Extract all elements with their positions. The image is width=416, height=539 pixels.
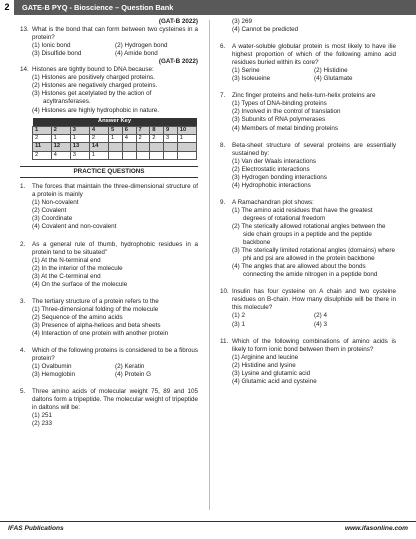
answer-key-question-number: 8 <box>150 126 164 134</box>
question-text: Zinc finger proteins and helix-turn-helix proteins are <box>232 92 376 100</box>
answer-key-answer: 4 <box>122 134 136 142</box>
page-header <box>0 0 416 15</box>
option: (3) Hemoglobin <box>32 371 76 379</box>
answer-key-row <box>33 134 197 142</box>
answer-key-question-number: 13 <box>70 143 89 151</box>
answer-key-answer: 1 <box>70 134 89 142</box>
practice-question-8 <box>220 142 396 190</box>
option: (3) Subunits of RNA polymerases <box>232 116 326 124</box>
option-row <box>32 363 198 371</box>
option: (2) Involved in the control of translation <box>232 108 341 116</box>
option: (1) 251 <box>32 412 52 420</box>
answer-key-row <box>33 151 197 159</box>
option: (2) Sequence of the amino acids <box>32 313 123 321</box>
answer-key-answer: 2 <box>89 134 108 142</box>
option: (4) Hydrophobic interactions <box>232 181 311 189</box>
question-number: 3. <box>20 297 26 305</box>
question-number: 13. <box>20 26 29 34</box>
page-footer <box>0 521 416 539</box>
question-number: 10. <box>220 288 229 296</box>
answer-key-question-number <box>150 143 164 151</box>
question-text: Insulin has four cysteine on A chain and two cysteine residues on B-chain. How many disulphide will be there in this molecule? <box>232 288 396 312</box>
practice-question-7 <box>220 92 396 132</box>
practice-questions-heading: PRACTICE QUESTIONS <box>20 166 198 178</box>
answer-key-question-number: 1 <box>33 126 52 134</box>
footer-website: www.ifasonline.com <box>344 525 408 532</box>
question-text: A water-soluble globular protein is most likely to have ilie highest proportion of which of the following amino acid residues buried within its core? <box>232 43 396 67</box>
question-14 <box>20 66 198 114</box>
option: (2) The sterically allowed rotational angles between the side chain groups in a peptide and the peptide backbone <box>232 222 386 247</box>
option: (2) 233 <box>32 420 52 428</box>
option: (4) Protein G <box>115 371 152 379</box>
page-number: 2 <box>0 0 14 15</box>
answer-key-question-number: 10 <box>177 126 196 134</box>
answer-key-answer: 1 <box>177 134 196 142</box>
option: (4) The angles that are allowed about the bonds connecting the amide nitrogen in a peptide bond <box>232 263 378 279</box>
question-text: A Ramachandran plot shows: <box>232 198 314 206</box>
answer-key-answer <box>150 151 164 159</box>
option: (1) Van der Waals interactions <box>232 157 316 165</box>
option: (1) Types of DNA-binding proteins <box>232 100 327 108</box>
option: (1) Three-dimensional folding of the molecule <box>32 305 159 313</box>
option: (1) 2 <box>232 312 245 320</box>
question-number: 2. <box>20 240 26 248</box>
option: (4) Glutamate <box>314 75 353 83</box>
option: (2) Covalent <box>32 207 67 215</box>
answer-key-answer: 2 <box>136 134 150 142</box>
question-13 <box>20 26 198 58</box>
question-text: The tertiary structure of a protein refers to the <box>32 297 159 305</box>
question-number: 11. <box>220 337 229 345</box>
question-number: 9. <box>220 198 226 206</box>
option: (3) Isoleueine <box>232 75 271 83</box>
option: (2) Hydrogen bond <box>115 42 168 50</box>
answer-key-answer: 4 <box>51 151 70 159</box>
answer-key-question-number: 3 <box>70 126 89 134</box>
column-divider <box>209 20 210 510</box>
answer-key-question-number: 11 <box>33 143 52 151</box>
option: (1) Non-covalent <box>32 199 79 207</box>
option-row <box>32 42 198 50</box>
answer-key-question-number <box>109 143 123 151</box>
option: (2) In the interior of the molecule <box>32 264 123 272</box>
practice-question-2 <box>20 241 198 289</box>
option: (4) Histones are highly hydrophobic in nature. <box>32 106 160 114</box>
answer-key-answer: 3 <box>70 151 89 159</box>
answer-key-table <box>32 118 197 161</box>
answer-key-question-number: 4 <box>89 126 108 134</box>
answer-key-question-number <box>136 143 150 151</box>
option: (2) Keratin <box>115 363 145 371</box>
practice-question-9 <box>220 199 396 279</box>
question-text: Histones are tightly bound to DNA because: <box>32 66 154 74</box>
question-text: Beta-sheet structure of several proteins are essentially sustained by: <box>232 141 396 157</box>
option: (4) Cannot be predicted <box>232 26 299 34</box>
option-row <box>232 312 396 320</box>
practice-question-3 <box>20 298 198 338</box>
answer-key-row <box>33 126 197 134</box>
option: (2) Electrostatic interactions <box>232 165 310 173</box>
question-number: 5. <box>20 388 26 396</box>
practice-question-6 <box>220 43 396 83</box>
answer-key-answer: 2 <box>150 134 164 142</box>
option: (4) 3 <box>314 320 327 328</box>
practice-question-10 <box>220 288 396 328</box>
answer-key-answer <box>177 151 196 159</box>
answer-key-answer: 2 <box>33 151 52 159</box>
answer-key-title: Answer Key <box>33 118 197 127</box>
answer-key-answer <box>109 151 123 159</box>
answer-key-answer: 1 <box>51 134 70 142</box>
right-column <box>220 18 396 386</box>
answer-key-question-number <box>122 143 136 151</box>
option: (1) Serine <box>232 67 260 75</box>
question-number: 4. <box>20 347 26 355</box>
practice-question-4 <box>20 347 198 379</box>
option-row <box>32 50 198 58</box>
option: (3) At the C-terminal end <box>32 272 101 280</box>
answer-key-question-number: 5 <box>109 126 123 134</box>
exam-tag: (GAT-B 2022) <box>158 18 198 25</box>
answer-key-answer: 1 <box>89 151 108 159</box>
option: (3) 1 <box>232 320 245 328</box>
option: (1) Arginine and leucine <box>232 353 299 361</box>
option: (1) Ionic bond <box>32 42 71 50</box>
footer-publisher: IFAS Publications <box>8 525 64 532</box>
answer-key-question-number: 6 <box>122 126 136 134</box>
option: (3) Coordinate <box>32 215 73 223</box>
question-text: As a general rule of thumb, hydrophobic residues in a protein tend to be situated” <box>32 240 198 256</box>
option: (1) The amino acid residues that have the greatest degrees of rotational freedom <box>232 206 373 222</box>
option: (1) Ovalbumin <box>32 363 72 371</box>
option: (2) Histidine <box>314 67 348 75</box>
option: (3) The sterically limited rotational angles (domains) where phi and psi are allowed in the protein backbone <box>232 247 395 263</box>
question-text: Which of the following proteins is considered to be a fibrous protein? <box>32 347 198 363</box>
header-title: GATE-B PYQ - Bioscience – Question Bank <box>22 3 174 12</box>
practice-question-5-continued <box>220 18 396 34</box>
answer-key-question-number: 2 <box>51 126 70 134</box>
option-row <box>232 321 396 329</box>
option: (3) Hydrogen bonding interactions <box>232 173 327 181</box>
question-text: What is the bond that can form between two cysteines in a protein? <box>32 26 198 42</box>
question-number: 6. <box>220 43 226 51</box>
option: (4) Glutamic acid and cysteine <box>232 377 317 385</box>
option: (4) Members of metal binding proteins <box>232 124 339 132</box>
option: (3) Lysine and glutamic acid <box>232 369 311 377</box>
answer-key-answer: 2 <box>33 134 52 142</box>
answer-key-question-number <box>177 143 196 151</box>
answer-key-answer <box>136 151 150 159</box>
question-text: The forces that maintain the three-dimensional structure of a protein is mainly <box>32 183 198 199</box>
practice-question-11 <box>220 338 396 386</box>
practice-question-5 <box>20 388 198 428</box>
answer-key-answer <box>122 151 136 159</box>
answer-key-question-number: 7 <box>136 126 150 134</box>
option: (3) Presence of alpha-helices and beta sheets <box>32 321 161 329</box>
option-row <box>232 67 396 75</box>
option: (4) On the surface of the molecule <box>32 280 128 288</box>
answer-key-question-number <box>164 143 178 151</box>
option: (2) Histidine and lysine <box>232 361 296 369</box>
option: (1) At the N-terminal end <box>32 256 101 264</box>
exam-tag: (GAT-B 2022) <box>158 58 198 66</box>
option: (4) Amide bond <box>115 50 158 58</box>
option: (4) Covalent and non-covalent <box>32 223 117 231</box>
option: (4) Interaction of one protein with another protein <box>32 329 169 337</box>
practice-question-1 <box>20 183 198 231</box>
answer-key-question-number: 12 <box>51 143 70 151</box>
answer-key-answer: 3 <box>164 134 178 142</box>
option: (3) Disulfide bond <box>32 50 82 58</box>
option: (1) Histones are positively charged proteins. <box>32 74 155 82</box>
option: (3) Histones get acetylated by the action of acyltransferases. <box>32 90 152 106</box>
answer-key-row <box>33 143 197 151</box>
question-number: 7. <box>220 92 226 100</box>
option-row <box>232 75 396 83</box>
answer-key-answer: 1 <box>109 134 123 142</box>
answer-key-question-number: 14 <box>89 143 108 151</box>
option: (3) 269 <box>232 18 252 25</box>
answer-key-answer <box>164 151 178 159</box>
option-row <box>32 371 198 379</box>
question-number: 14. <box>20 66 29 74</box>
left-column <box>20 18 198 428</box>
option: (2) 4 <box>314 312 327 320</box>
option: (2) Histones are negatively charged proteins. <box>32 82 158 90</box>
question-text: Which of the following combinations of amino acids is likely to form ionic bond between them in proteins? <box>232 337 396 353</box>
question-text: Three amino acids of molecular weight 75, 89 and 105 daltons form a tripeptide. The molecular weight of tripeptide in daltons will be: <box>32 388 198 412</box>
question-number: 1. <box>20 183 26 191</box>
question-number: 8. <box>220 141 226 149</box>
answer-key-question-number: 9 <box>164 126 178 134</box>
